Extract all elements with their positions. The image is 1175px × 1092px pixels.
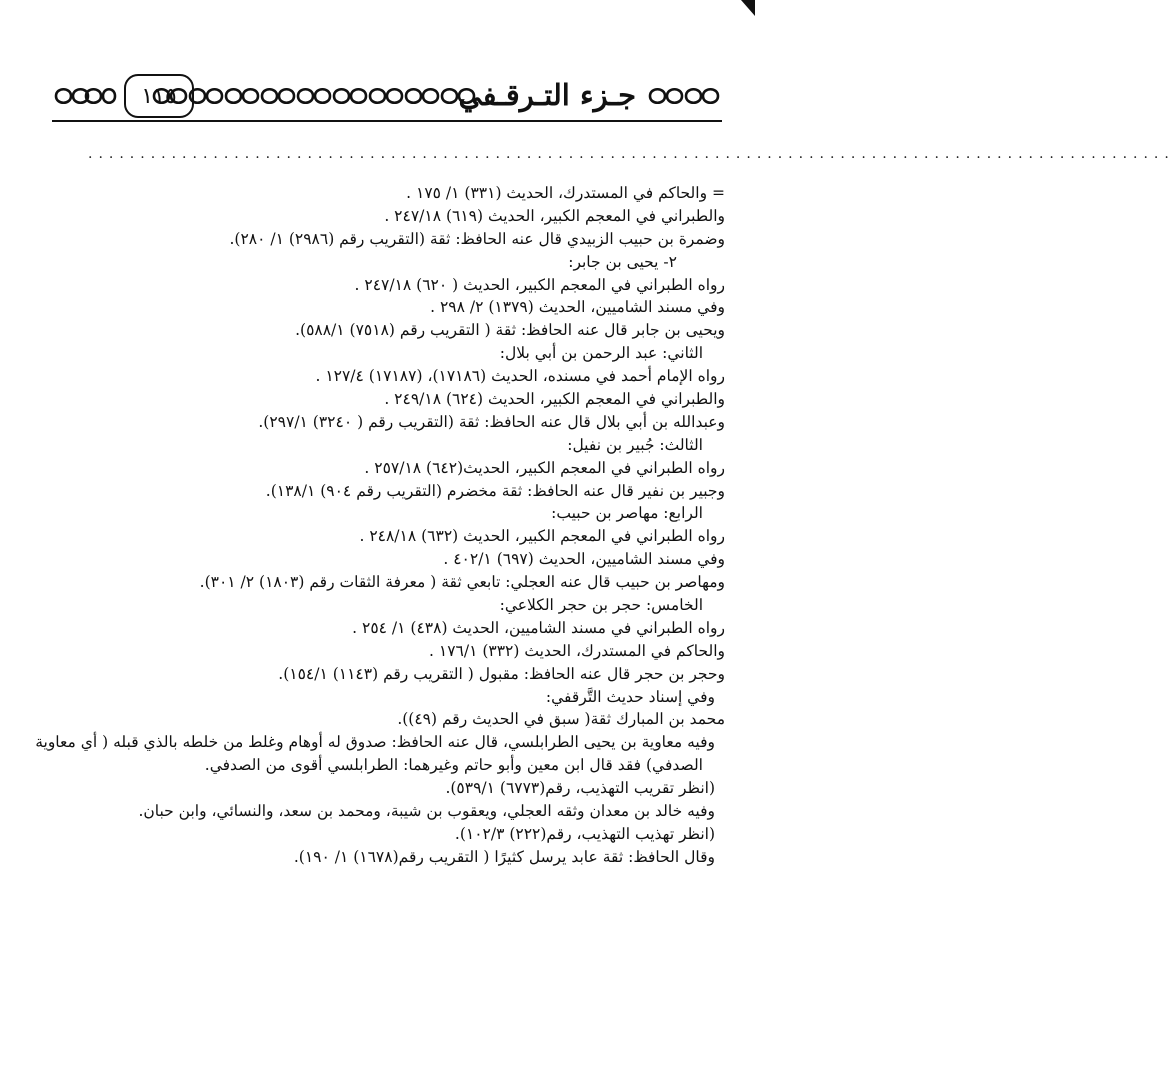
text-line: وحجر بن حجر قال عنه الحافظ: مقبول ( التقريب رقم (١١٤٣) ١٥٤/١). [278,664,725,683]
text-line: وفي مسند الشاميين، الحديث (١٣٧٩) ٢/ ٢٩٨ . [430,298,725,317]
text-line: وقال الحافظ: ثقة عابد يرسل كثيرًا ( التقريب رقم(١٦٧٨) ١/ ١٩٠). [293,847,715,866]
text-line: وفي مسند الشاميين، الحديث (٦٩٧) ٤٠٢/١ . [443,550,725,569]
header-ornament-right [646,82,722,110]
section-heading: وفي إسناد حديث التَّرقفي: [545,687,715,706]
section-heading: الرابع: مهاصر بن حبيب: [551,504,703,523]
header-ornament-middle [150,82,476,110]
text-line: والحاكم في المستدرك، الحديث (٣٣٢) ١٧٦/١ . [429,641,725,660]
header-ornament-left [52,82,118,110]
text-line: وفيه خالد بن معدان وثقه العجلي، ويعقوب بن شيبة، ومحمد بن سعد، والنسائي، وابن حبان. [138,802,715,821]
text-line: (انظر تقريب التهذيب، رقم(٦٧٧٣) ٥٣٩/١). [445,779,715,798]
page-number: ١١٥ [124,74,194,118]
section-heading: ٢- يحيى بن جابر: [568,252,677,271]
header-rule [52,120,722,122]
text-line: والطبراني في المعجم الكبير، الحديث (٦٢٤) ٢٤٩/١٨ . [384,390,725,409]
section-heading: الثاني: عبد الرحمن بن أبي بلال: [499,344,703,363]
text-line: الصدفي) فقد قال ابن معين وأبو حاتم وغيرهما: الطرابلسي أقوى من الصدفي. [204,756,703,775]
section-heading: الخامس: حجر بن حجر الكلاعي: [499,596,703,615]
page-corner-mark [741,0,755,16]
text-line: ومهاصر بن حبيب قال عنه العجلي: تابعي ثقة ( معرفة الثقات رقم (١٨٠٣) ٢/ ٣٠١). [199,573,725,592]
text-line: (انظر تهذيب التهذيب، رقم(٢٢٢) ١٠٢/٣). [454,824,715,843]
text-line: وفيه معاوية بن يحيى الطرابلسي، قال عنه الحافظ: صدوق له أوهام وغلط من خلطه بالذي قبله ( أي معاوية [35,733,715,752]
text-line: وجبير بن نفير قال عنه الحافظ: ثقة مخضرم (التقريب رقم ٩٠٤) ١٣٨/١). [265,481,725,500]
page-header [52,70,722,128]
text-line: رواه الطبراني في المعجم الكبير، الحديث (٦٣٢) ٢٤٨/١٨ . [359,527,725,546]
text-line: رواه الطبراني في مسند الشاميين، الحديث (٤٣٨) ١/ ٢٥٤ . [352,618,725,637]
text-line: رواه الطبراني في المعجم الكبير، الحديث(٦٤٢) ٢٥٧/١٨ . [364,458,725,477]
book-title: جـزء التـرقـفي [458,78,636,112]
text-line: وضمرة بن حبيب الزبيدي قال عنه الحافظ: ثقة (التقريب رقم (٢٩٨٦) ١/ ٢٨٠). [229,229,725,248]
text-line: رواه الإمام أحمد في مسنده، الحديث (١٧١٨٦)، (١٧١٨٧) ١٢٧/٤ . [315,367,725,386]
text-line: = والحاكم في المستدرك، الحديث (٣٣١) ١/ ١٧٥ . [406,184,725,202]
text-line: ويحيى بن جابر قال عنه الحافظ: ثقة ( التقريب رقم (٧٥١٨) ٥٨٨/١). [295,321,725,340]
text-line: وعبدالله بن أبي بلال قال عنه الحافظ: ثقة (التقريب رقم ( ٣٢٤٠) ٢٩٧/١). [258,412,725,431]
dotted-separator: ........................................................................................................ [88,146,1175,162]
text-line: محمد بن المبارك ثقة( سبق في الحديث رقم (٤٩)). [397,710,725,729]
text-line: رواه الطبراني في المعجم الكبير، الحديث ( ٦٢٠) ٢٤٧/١٨ . [354,275,725,294]
section-heading: الثالث: جُبير بن نفيل: [567,435,703,454]
footnotes-body [25,182,725,869]
text-line: والطبراني في المعجم الكبير، الحديث (٦١٩) ٢٤٧/١٨ . [384,206,725,225]
